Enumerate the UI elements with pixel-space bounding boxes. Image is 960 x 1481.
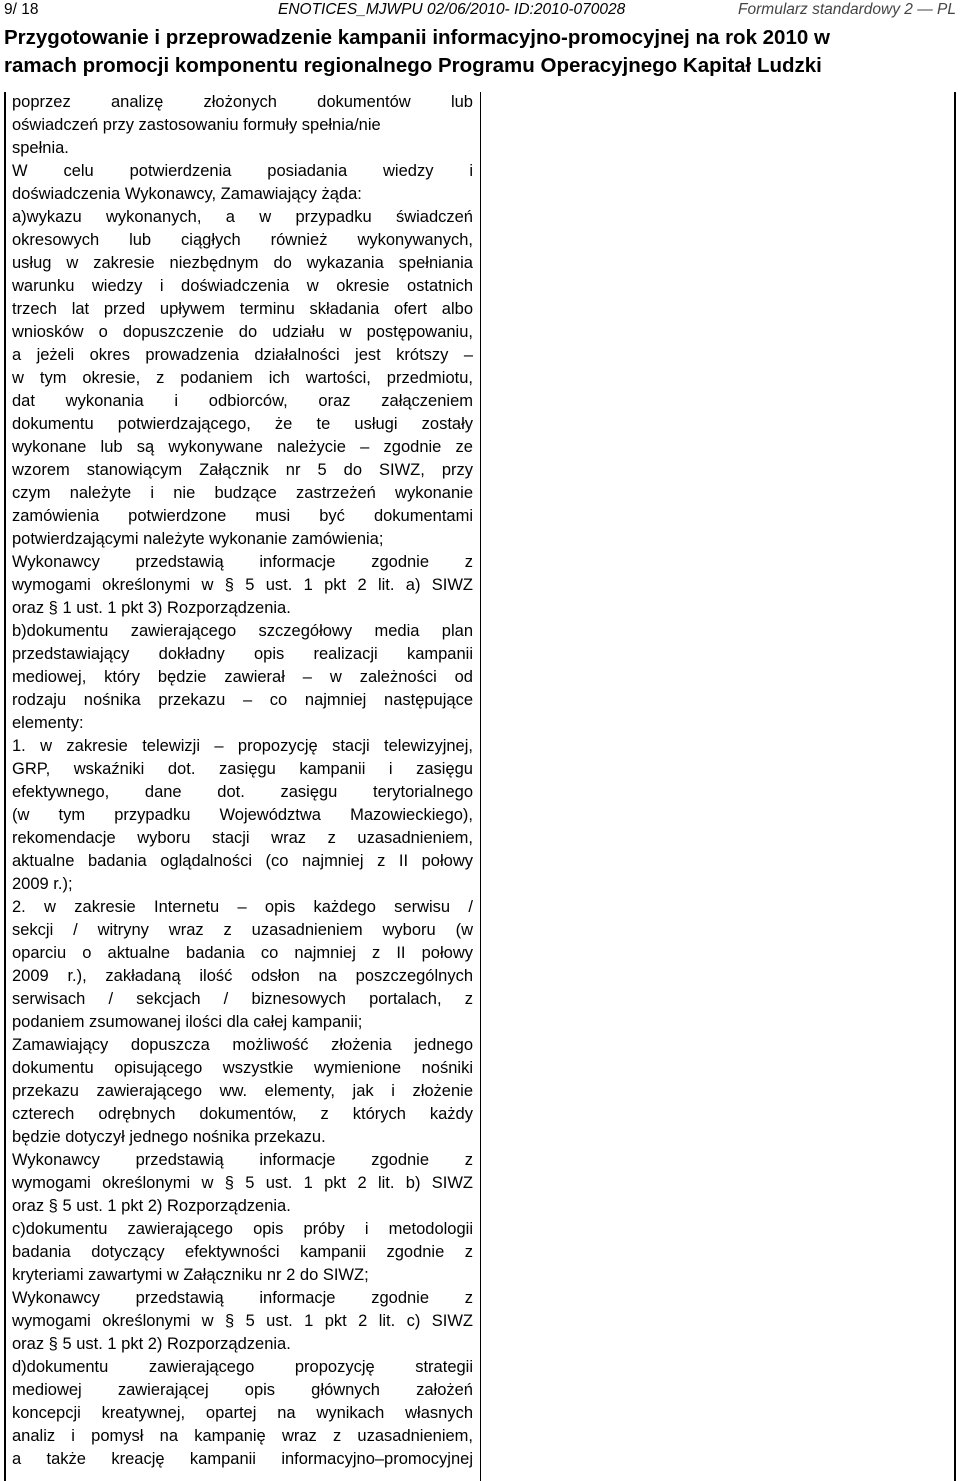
text-line: serwisach / sekcjach / biznesowych portalach, z [12,990,473,1008]
text-line: b)dokumentu zawierającego szczegółowy media plan [12,622,473,640]
text-line: mediowej, który będzie zawierał – w zależności od [12,668,473,686]
text-line: wniosków o dopuszczenie do udziału w postępowaniu, [12,323,473,341]
text-line: a jeżeli okres prowadzenia działalności jest krótszy – [12,346,473,364]
text-line: poprzez analizę złożonych dokumentów lub [12,93,473,111]
text-line: sekcji / witryny wraz z uzasadnieniem wyboru (w [12,921,473,939]
text-line: efektywnego, dane dot. zasięgu terytorialnego [12,783,473,801]
text-line: Wykonawcy przedstawią informacje zgodnie z [12,1151,473,1169]
text-line: kryteriami zawartymi w Załączniku nr 2 do SIWZ; [12,1266,369,1284]
text-line: W celu potwierdzenia posiadania wiedzy i [12,162,473,180]
text-line: dat wykonania i odbiorców, oraz załączeniem [12,392,473,410]
text-line: przedstawiający dokładny opis realizacji kampanii [12,645,473,663]
title-line-2: ramach promocji komponentu regionalnego Programu Operacyjnego Kapitał Ludzki [4,54,822,77]
text-line: badania dotyczący efektywności kampanii zgodnie z [12,1243,473,1261]
text-line: wykonane lub są wykonywane należycie – zgodnie ze [12,438,473,456]
text-line: analiz i pomysł na kampanię wraz z uzasadnieniem, [12,1427,473,1445]
page-header [4,0,956,20]
text-line: zamówienia potwierdzone musi być dokumentami [12,507,473,525]
text-line: spełnia. [12,139,69,157]
text-line: 1. w zakresie telewizji – propozycję stacji telewizyjnej, [12,737,473,755]
text-line: mediowej zawierającej opis głównych założeń [12,1381,473,1399]
page-number: 9/ 18 [4,1,39,18]
text-line: usług w zakresie niezbędnym do wykazania spełniania [12,254,473,272]
text-line: aktualne badania oglądalności (co najmniej z II połowy [12,852,473,870]
text-line: rekomendacje wyboru stacji wraz z uzasadnieniem, [12,829,473,847]
text-line: warunku wiedzy i doświadczenia w okresie ostatnich [12,277,473,295]
text-line: koncepcji kreatywnej, opartej na wynikach własnych [12,1404,473,1422]
text-line: d)dokumentu zawierającego propozycję strategii [12,1358,473,1376]
document-title [4,24,956,80]
text-line: potwierdzającymi należyte wykonanie zamówienia; [12,530,384,548]
text-line: oparciu o aktualne badania co najmniej z II połowy [12,944,473,962]
text-line: wymogami określonymi w § 5 ust. 1 pkt 2 lit. a) SIWZ [12,576,473,594]
text-line: przekazu zawierającego ww. elementy, jak i złożenie [12,1082,473,1100]
notice-id: ENOTICES_MJWPU 02/06/2010- ID:2010-070028 [278,1,626,18]
text-line: 2009 r.), zakładaną ilość odsłon na poszczególnych [12,967,473,985]
text-line: oraz § 5 ust. 1 pkt 2) Rozporządzenia. [12,1197,291,1215]
text-line: wymogami określonymi w § 5 ust. 1 pkt 2 lit. c) SIWZ [12,1312,473,1330]
text-line: a)wykazu wykonanych, a w przypadku świadczeń [12,208,473,226]
text-line: c)dokumentu zawierającego opis próby i metodologii [12,1220,473,1238]
text-line: GRP, wskaźniki dot. zasięgu kampanii i zasięgu [12,760,473,778]
text-line: 2. w zakresie Internetu – opis każdego serwisu / [12,898,473,916]
title-line-1: Przygotowanie i przeprowadzenie kampanii informacyjno-promocyjnej na rok 2010 w [4,26,830,49]
form-name: Formularz standardowy 2 — PL [738,1,956,18]
text-line: Zamawiający dopuszcza możliwość złożenia jednego [12,1036,473,1054]
text-line: podaniem zsumowanej ilości dla całej kampanii; [12,1013,363,1031]
text-line: a także kreację kampanii informacyjno–promocyjnej [12,1450,473,1468]
text-line: Wykonawcy przedstawią informacje zgodnie z [12,1289,473,1307]
column-divider [480,92,481,1481]
text-line: będzie dotyczył jednego nośnika przekazu. [12,1128,326,1146]
text-line: dokumentu opisującego wszystkie wymienione nośniki [12,1059,473,1077]
text-line: oraz § 5 ust. 1 pkt 2) Rozporządzenia. [12,1335,291,1353]
text-line: w tym okresie, z podaniem ich wartości, przedmiotu, [12,369,473,387]
text-line: elementy: [12,714,84,732]
text-line: czym należyte i nie budzące zastrzeżeń wykonanie [12,484,473,502]
text-line: Wykonawcy przedstawią informacje zgodnie z [12,553,473,571]
text-line: oświadczeń przy zastosowaniu formuły spełnia/nie [12,116,381,134]
text-line: (w tym przypadku Województwa Mazowieckiego), [12,806,473,824]
text-line: doświadczenia Wykonawcy, Zamawiający żąda: [12,185,362,203]
text-line: czterech odrębnych dokumentów, z których każdy [12,1105,473,1123]
text-line: 2009 r.); [12,875,73,893]
body-text [12,91,473,1471]
text-line: trzech lat przed upływem terminu składania ofert albo [12,300,473,318]
text-line: dokumentu potwierdzającego, że te usługi zostały [12,415,473,433]
text-line: wzorem stanowiącym Załącznik nr 5 do SIWZ, przy [12,461,473,479]
text-line: oraz § 1 ust. 1 pkt 3) Rozporządzenia. [12,599,291,617]
text-line: rodzaju nośnika przekazu – co najmniej następujące [12,691,473,709]
text-line: wymogami określonymi w § 5 ust. 1 pkt 2 lit. b) SIWZ [12,1174,473,1192]
text-line: okresowych lub ciągłych również wykonywanych, [12,231,473,249]
